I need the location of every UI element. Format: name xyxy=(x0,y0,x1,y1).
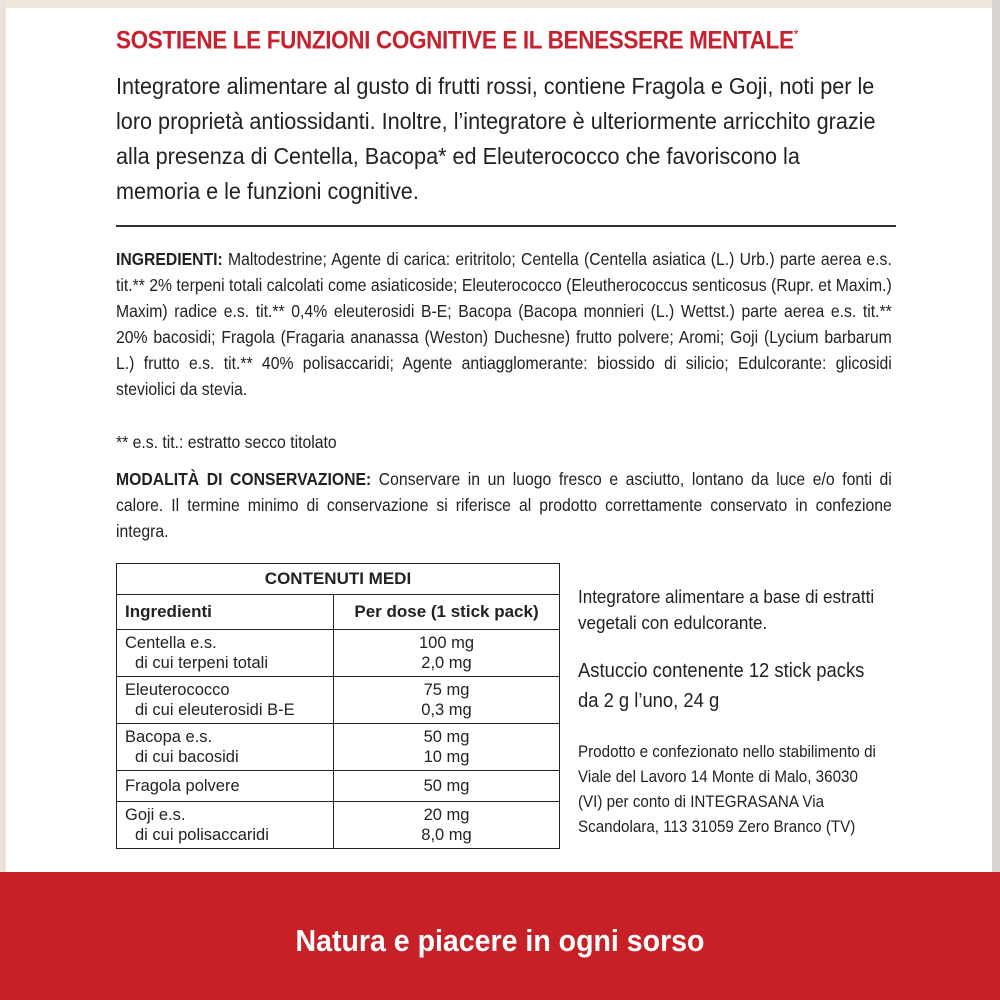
left-edge xyxy=(0,0,6,1000)
row-value: 100 mg xyxy=(418,634,475,652)
storage-text: Conservare in un luogo fresco e asciutto, lontano da luce e/o fonti di calore. Il termine minimo di conservazione si riferisce al prodotto correttamente conservato in confezione integra. xyxy=(116,469,892,541)
table-row xyxy=(117,802,560,849)
row-value: 20 mg xyxy=(423,806,470,824)
row-value-cell xyxy=(334,630,560,677)
ingredients-paragraph xyxy=(116,246,892,402)
right-edge xyxy=(992,0,1000,1000)
storage-paragraph xyxy=(116,466,892,544)
row-sub-name: di cui polisaccaridi xyxy=(135,826,269,844)
slogan: Natura e piacere in ogni sorso xyxy=(295,923,705,958)
table-header-ingredients: Ingredienti xyxy=(117,595,334,630)
row-sub-value: 0,3 mg xyxy=(421,701,472,719)
headline-asterisk: * xyxy=(793,26,799,42)
table-row xyxy=(117,630,560,677)
row-name-cell xyxy=(117,802,334,849)
row-value: 75 mg xyxy=(423,681,470,699)
row-name: Fragola polvere xyxy=(117,771,334,802)
table-row xyxy=(117,677,560,724)
row-name: Centella e.s. xyxy=(125,634,217,652)
ingredients-label: INGREDIENTI: xyxy=(116,249,223,269)
row-sub-name: di cui eleuterosidi B-E xyxy=(135,701,295,719)
producer-info: Prodotto e confezionato nello stabilimento di Viale del Lavoro 14 Monte di Malo, 36030 (VI) per conto di INTEGRASANA Via Scandolara, 113 31059 Zero Branco (TV) xyxy=(578,743,876,836)
row-sub-value: 2,0 mg xyxy=(421,654,472,672)
row-name: Bacopa e.s. xyxy=(125,728,213,746)
row-sub-name: di cui terpeni totali xyxy=(135,654,268,672)
row-name-cell xyxy=(117,724,334,771)
table-row xyxy=(117,771,560,802)
row-value-cell xyxy=(334,802,560,849)
storage-label: MODALITÀ DI CONSERVAZIONE: xyxy=(116,469,372,489)
row-value: 50 mg xyxy=(423,728,470,746)
divider-line xyxy=(116,225,896,227)
row-sub-value: 10 mg xyxy=(423,748,470,766)
table-header-dose: Per dose (1 stick pack) xyxy=(334,595,560,630)
table-title: CONTENUTI MEDI xyxy=(117,564,560,595)
top-edge-strip xyxy=(0,0,1000,8)
row-value-cell xyxy=(334,677,560,724)
headline: SOSTIENE LE FUNZIONI COGNITIVE E IL BENESSERE MENTALE* xyxy=(116,26,799,55)
package-contents: Astuccio contenente 12 stick packs da 2 g l’uno, 24 g xyxy=(578,660,865,712)
row-name-cell xyxy=(117,630,334,677)
row-value-cell xyxy=(334,724,560,771)
row-sub-value: 8,0 mg xyxy=(421,826,472,844)
table-row xyxy=(117,724,560,771)
row-name: Eleuterococco xyxy=(125,681,230,699)
product-description: Integratore alimentare a base di estratti vegetali con edulcorante. xyxy=(578,586,875,633)
intro-paragraph: Integratore alimentare al gusto di frutti rossi, contiene Fragola e Goji, noti per le loro proprietà antiossidanti. Inoltre, l’integratore è ulteriormente arricchito grazie alla presenza di Centella, Bacopa* ed Eleuterococco che favoriscono la memoria e le funzioni cognitive. xyxy=(116,73,876,204)
row-name-cell xyxy=(117,677,334,724)
row-name: Goji e.s. xyxy=(125,806,186,824)
row-value: 50 mg xyxy=(334,771,560,802)
nutrition-table xyxy=(116,563,560,849)
footnote: ** e.s. tit.: estratto secco titolato xyxy=(116,432,337,452)
ingredients-text: Maltodestrine; Agente di carica: eritritolo; Centella (Centella asiatica (L.) Urb.) parte aerea e.s. tit.** 2% terpeni totali calcolati come asiaticoside; Eleuterococco (Eleutherococcus senticosus (Rupr. et Maxim.) Maxim) radice e.s. tit.** 0,4% eleuterosidi B-E; Bacopa (Bacopa monnieri (L.) Wettst.) parte aerea e.s. tit.** 20% bacosidi; Fragola (Fragaria ananassa (Weston) Duchesne) frutto polvere; Aromi; Goji (Lycium barbarum L.) frutto e.s. tit.** 40% polisaccaridi; Agente antiagglomerante: biossido di silicio; Edulcorante: glicosidi steviolici da stevia. xyxy=(116,249,892,399)
row-sub-name: di cui bacosidi xyxy=(135,748,239,766)
